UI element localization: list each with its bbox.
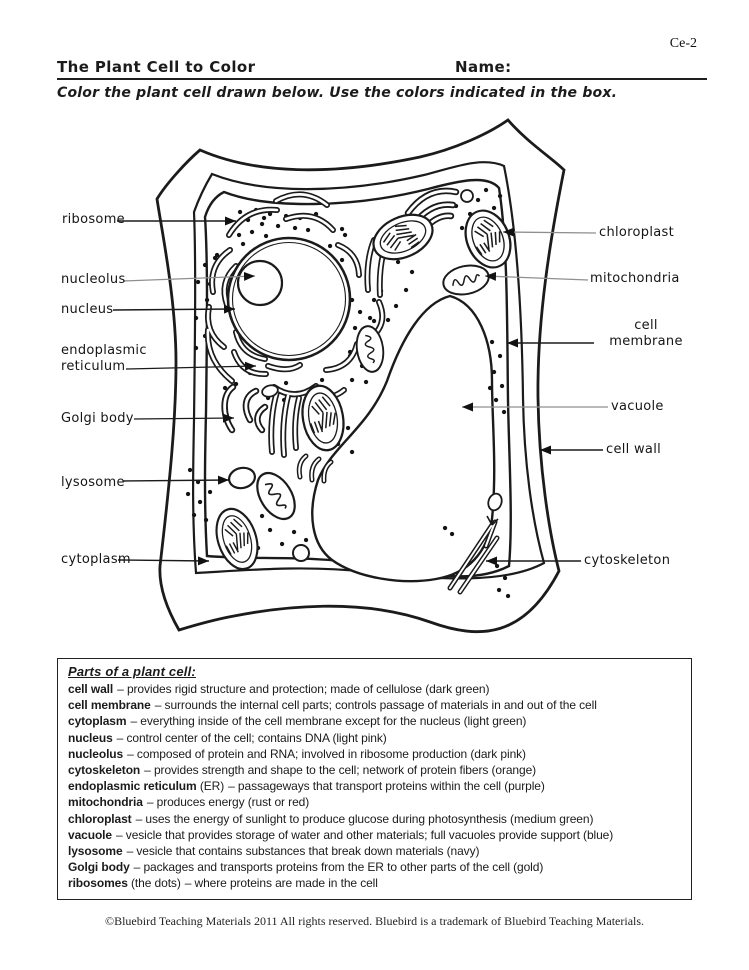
legend-heading: Parts of a plant cell:	[68, 664, 196, 679]
legend-entry	[68, 794, 681, 810]
label-cytoskeleton: cytoskeleton	[584, 553, 671, 568]
label-cell-wall: cell wall	[606, 442, 662, 457]
legend-entry	[68, 811, 681, 827]
legend-term: nucleolus	[68, 746, 124, 761]
legend-entry	[68, 730, 681, 746]
legend-entry: endoplasmic reticulum (ER) – passageways that transport proteins within the cell (purple)	[68, 779, 545, 794]
label-golgi-body: Golgi body	[61, 411, 134, 426]
label-cell-membrane: cell membrane	[609, 318, 683, 349]
legend-term: cytoskeleton	[68, 763, 141, 778]
legend-entry	[68, 746, 681, 762]
legend-entry	[68, 697, 681, 713]
page-title: The Plant Cell to Color	[57, 58, 256, 76]
legend-desc: – everything inside of the cell membrane except for the nucleus (light green)	[130, 714, 527, 729]
parts-legend-box	[57, 658, 692, 900]
label-endoplasmic-reticulum: endoplasmic reticulum	[61, 343, 147, 374]
legend-term: endoplasmic reticulum	[68, 779, 197, 794]
legend-term: lysosome	[68, 844, 123, 859]
legend-term: cell membrane	[68, 698, 151, 713]
legend-term: cytoplasm	[68, 714, 127, 729]
legend-desc: – provides rigid structure and protection; made of cellulose (dark green)	[117, 682, 490, 696]
legend-entry	[68, 681, 681, 697]
label-vacuole: vacuole	[611, 399, 664, 414]
legend-desc: – composed of protein and RNA; involved in ribosome production (dark pink)	[127, 746, 526, 761]
legend-desc: – where proteins are made in the cell	[184, 876, 378, 891]
label-ribosome: ribosome	[62, 212, 125, 227]
label-cytoplasm: cytoplasm	[61, 552, 131, 567]
legend-desc: – vesicle that provides storage of water and other materials; full vacuoles provide support (blue)	[116, 827, 614, 842]
legend-desc: – packages and transports proteins from the ER to other parts of the cell (gold)	[133, 860, 544, 875]
legend-desc: – control center of the cell; contains DNA (light pink)	[116, 730, 387, 745]
legend-desc: – passageways that transport proteins within the cell (purple)	[228, 779, 545, 794]
legend-entry	[68, 762, 681, 778]
legend-entry: ribosomes (the dots) – where proteins are made in the cell	[68, 876, 378, 891]
label-mitochondria: mitochondria	[590, 271, 680, 286]
cytoplasm-leader-line	[118, 560, 209, 561]
legend-desc: – vesicle that contains substances that break down materials (navy)	[126, 844, 480, 859]
legend-desc: – produces energy (rust or red)	[146, 795, 310, 810]
legend-term: mitochondria	[68, 795, 143, 810]
nucleolus-shape	[238, 261, 282, 305]
instruction-text: Color the plant cell drawn below. Use the colors indicated in the box.	[57, 85, 618, 101]
legend-entry	[68, 843, 681, 859]
legend-term: ribosomes	[68, 876, 128, 891]
name-field-label: Name:	[455, 58, 512, 76]
legend-desc: – provides strength and shape to the cell; network of protein fibers (orange)	[144, 763, 537, 778]
legend-desc: – uses the energy of sunlight to produce glucose during photosynthesis (medium green)	[135, 811, 594, 826]
nucleus-leader-line	[113, 309, 235, 310]
legend-term: Golgi body	[68, 860, 130, 875]
label-lysosome: lysosome	[61, 475, 125, 490]
legend-term: chloroplast	[68, 811, 132, 826]
legend-term: vacuole	[68, 827, 112, 842]
copyright-footer: ©Bluebird Teaching Materials 2011 All rights reserved. Bluebird is a trademark of Bluebird Teaching Materials.	[104, 914, 645, 928]
legend-entry	[68, 827, 681, 843]
lysosome-leader-line	[123, 480, 229, 481]
vesicle-shape	[293, 545, 309, 561]
label-nucleus: nucleus	[61, 302, 114, 317]
page-code: Ce-2	[669, 36, 697, 51]
label-chloroplast: chloroplast	[599, 225, 674, 240]
golgi-ring-vesicle	[461, 190, 473, 202]
legend-entry	[68, 859, 681, 875]
legend-entry	[68, 713, 681, 729]
chloroplast-leader-line	[503, 232, 596, 233]
legend-desc: – surrounds the internal cell parts; controls passage of materials in and out of the cell	[154, 698, 597, 713]
legend-term: cell wall	[68, 682, 114, 696]
label-nucleolus: nucleolus	[61, 272, 126, 287]
legend-term: nucleus	[68, 730, 113, 745]
